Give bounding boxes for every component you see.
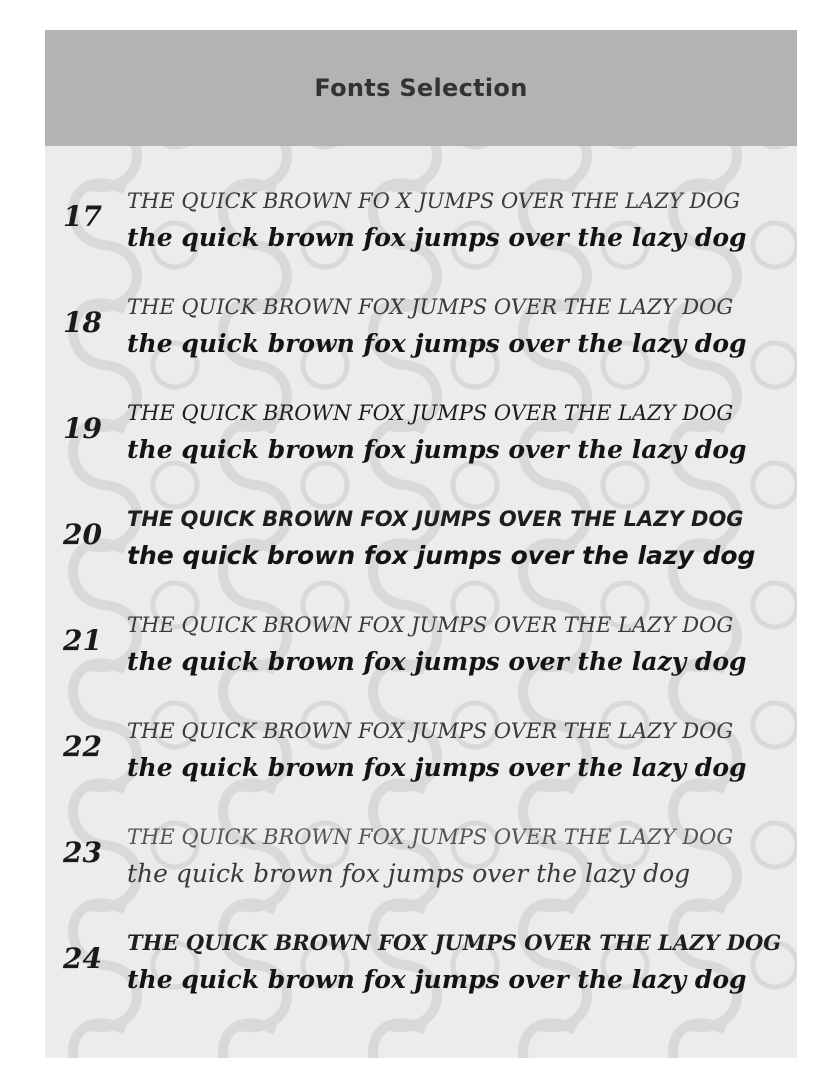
font-sample-row: [45, 180, 797, 264]
lowercase-sample: the quick brown fox jumps over the lazy dog: [127, 965, 747, 994]
font-number: 22: [63, 730, 102, 763]
font-sample-row: [45, 816, 797, 900]
lowercase-sample: the quick brown fox jumps over the lazy dog: [127, 647, 747, 676]
lowercase-sample: the quick brown fox jumps over the lazy dog: [127, 753, 747, 782]
font-sample-row: [45, 922, 797, 1006]
font-sample-row: [45, 710, 797, 794]
font-sample-row: [45, 498, 797, 582]
page-header: [45, 30, 797, 146]
watermark-swirl: [73, 1023, 137, 1058]
font-sample-sheet: [45, 30, 797, 1058]
uppercase-sample: THE QUICK BROWN FOX JUMPS OVER THE LAZY DOG: [127, 613, 734, 637]
font-number: 24: [63, 942, 102, 975]
uppercase-sample: THE QUICK BROWN FOX JUMPS OVER THE LAZY DOG: [127, 719, 734, 743]
font-number: 23: [63, 836, 102, 869]
uppercase-sample: THE QUICK BROWN FO X JUMPS OVER THE LAZY DOG: [127, 189, 741, 213]
font-sample-row: [45, 392, 797, 476]
watermark-swirl: [223, 1023, 287, 1058]
font-number: 18: [63, 306, 102, 339]
uppercase-sample: THE QUICK BROWN FOX JUMPS OVER THE LAZY DOG: [127, 507, 744, 531]
font-number: 21: [63, 624, 102, 657]
font-number: 19: [63, 412, 102, 445]
font-number: 17: [63, 200, 102, 233]
font-sample-row: [45, 604, 797, 688]
font-number: 20: [63, 518, 102, 551]
page-title: Fonts Selection: [314, 74, 528, 102]
uppercase-sample: THE QUICK BROWN FOX JUMPS OVER THE LAZY DOG: [127, 295, 734, 319]
lowercase-sample: the quick brown fox jumps over the lazy dog: [127, 859, 691, 888]
watermark-swirl: [673, 1023, 737, 1058]
lowercase-sample: the quick brown fox jumps over the lazy dog: [127, 435, 747, 464]
font-sample-row: [45, 286, 797, 370]
watermark-swirl: [373, 1023, 437, 1058]
lowercase-sample: the quick brown fox jumps over the lazy dog: [127, 541, 756, 570]
uppercase-sample: THE QUICK BROWN FOX JUMPS OVER THE LAZY DOG: [127, 401, 734, 425]
uppercase-sample: THE QUICK BROWN FOX JUMPS OVER THE LAZY DOG: [127, 825, 734, 849]
uppercase-sample: THE QUICK BROWN FOX JUMPS OVER THE LAZY DOG: [127, 930, 782, 955]
lowercase-sample: the quick brown fox jumps over the lazy dog: [127, 329, 747, 358]
lowercase-sample: the quick brown fox jumps over the lazy dog: [127, 223, 747, 252]
watermark-swirl: [523, 1023, 587, 1058]
